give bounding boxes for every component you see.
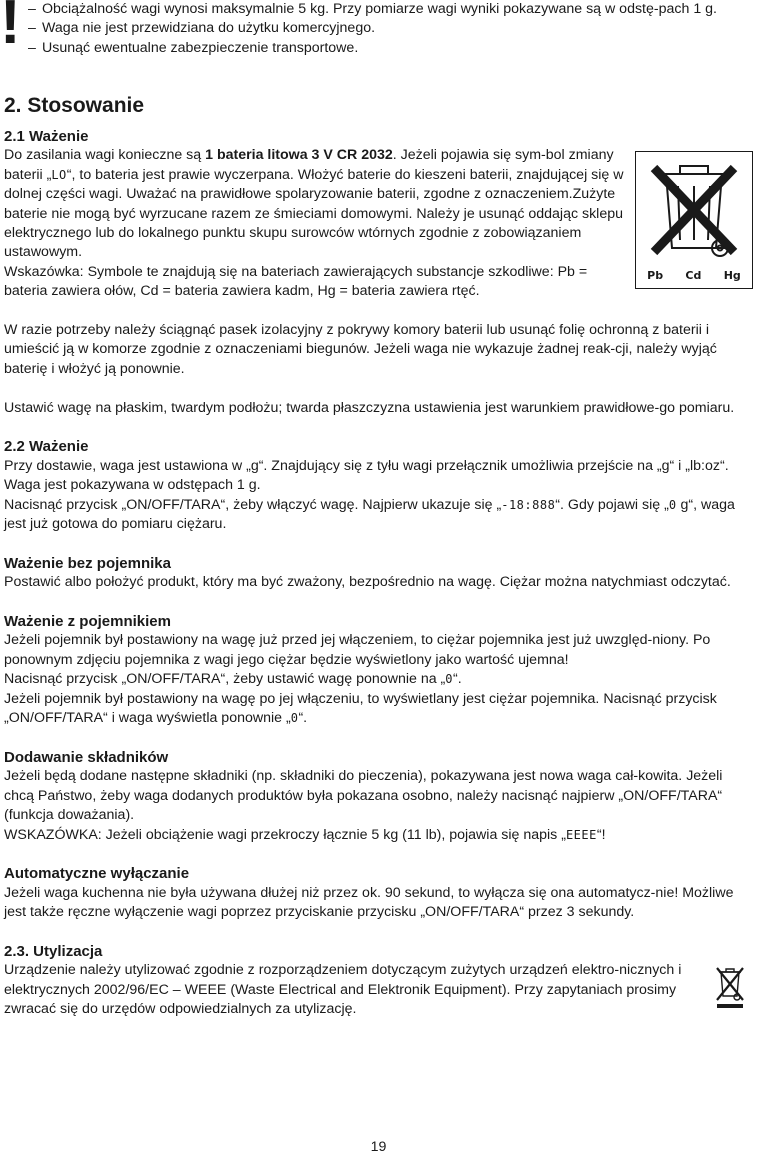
weee-bin-icon [713, 964, 747, 1010]
lcd-zero-symbol: 0 [290, 711, 299, 726]
paragraph: Jeżeli pojemnik był postawiony na wagę już przed jej włączeniem, to ciężar pojemnika jest już uwzględ-niony. Po ponownym zdjęciu pojemnika z wagi jego ciężar będzie wyświetlony jako wartość ujemna! [4, 632, 711, 668]
paragraph: Jeżeli pojemnik był postawiony na wagę po jej włączeniu, to wyświetlany jest ciężar pojemnika. Nacisnąć przycisk „ON/OFF/TARA“ i waga wyświetla ponownie „0“. [4, 690, 717, 727]
paragraph: Przy dostawie, waga jest ustawiona w „g“. Znajdujący się z tyłu wagi przełącznik umożliwia przejście na „g“ i „lb:oz“. Waga jest pokazywana w odstępach 1 g. [4, 457, 729, 494]
heading-dodawanie: Dodawanie składników [4, 748, 169, 766]
warning-list [28, 0, 748, 58]
lcd-zero-symbol: 0 [445, 672, 454, 687]
section-title: 2. Stosowanie [4, 94, 145, 117]
paragraph: Jeżeli będą dodane następne składniki (np. składniki do pieczenia), pokazywana jest nowa waga cał-kowita. Jeżeli chcą Państwo, żeby waga dodanych produktów była pokazana osobno, należy nacisnąć najpierw „ON/OFF/TARA“ (funkcja doważania). [4, 768, 723, 824]
section-2-3 [4, 942, 749, 1020]
battery-paragraph: Do zasilania wagi konieczne są 1 bateria litowa 3 V CR 2032. Jeżeli pojawia się sym-bol zmiany baterii „LO“, to bateria jest prawie wyczerpana. Włożyć baterie do kieszeni baterii, znajdującej się w dolnej części wagi. Uważać na prawidłowe spolaryzowanie baterii, zgodne z oznaczeniem.Zużyte baterie nie mogą być wyrzucane razem ze śmieciami domowymi. Należy je usunąć oddając sklepu elektrycznego lub do lokalnego punktu skupu surowców wtórnych zgodnie z zobowiązaniem ustawowym. Wskazówka: Symbole te znajdują się na bateriach zawierających substancje szkodliwe: Pb = bateria zawiera ołów, Cd = bateria zawiera kadm, Hg = bateria zawiera rtęć. [4, 147, 624, 300]
section-2-1 [4, 127, 749, 302]
paragraph: WSKAZÓWKA: Jeżeli obciążenie wagi przekroczy łącznie 5 kg (11 lb), pojawia się napis „EEEE“! [4, 826, 606, 843]
heading-2-1: 2.1 Ważenie [4, 128, 89, 145]
warning-mark: ! [0, 0, 21, 57]
paragraph: Urządzenie należy utylizować zgodnie z rozporządzeniem dotyczącym zużytych urządzeń elektro-nicznych i elektrycznych 2002/96/EC – WEEE (Waste Electrical and Elektronik Equipment). Przy zapytaniach prosimy zwracać się do urzędów odpowiedzialnych za utylizację. [4, 962, 682, 1018]
list-item: – Waga nie jest przewidziana do użytku komercyjnego. [28, 20, 376, 37]
paragraph: Ustawić wagę na płaskim, twardym podłożu; twarda płaszczyzna ustawienia jest warunkiem prawidłowe-go pomiaru. [4, 399, 735, 416]
heading-auto-off: Automatyczne wyłączanie [4, 865, 190, 883]
paragraph: Postawić albo położyć produkt, który ma być zważony, bezpośrednio na wagę. Ciężar można natychmiast odczytać. [4, 574, 731, 591]
pb-label: Pb [647, 269, 664, 282]
page-number: 19 [370, 1139, 387, 1155]
heading-z-pojemnikiem: Ważenie z pojemnikiem [4, 613, 171, 631]
heading-2-2: 2.2 Ważenie [4, 438, 89, 456]
lcd-error-symbol: EEEE [565, 827, 597, 842]
heading-2-3: 2.3. Utylizacja [4, 942, 103, 960]
crossed-out-bin-icon [635, 151, 753, 289]
paragraph: Nacisnąć przycisk „ON/OFF/TARA“, żeby włączyć wagę. Najpierw ukazuje się „-18:888“. Gdy pojawi się „0 g“, waga jest już gotowa do pomiaru ciężaru. [4, 496, 735, 533]
hg-label: Hg [723, 269, 741, 282]
cd-label: Cd [685, 269, 702, 282]
list-item: – Obciążalność wagi wynosi maksymalnie 5 kg. Przy pomiarze wagi wyniki pokazywane są w odstę-pach 1 g. [28, 1, 717, 17]
main-content [4, 90, 749, 1020]
battery-symbol-labels [636, 270, 752, 282]
heading-bez-pojemnika: Ważenie bez pojemnika [4, 554, 171, 572]
lcd-zero-symbol: 0 [668, 497, 677, 512]
lcd-lo-symbol: LO [51, 167, 67, 182]
list-item: – Usunąć ewentualne zabezpieczenie transportowe. [28, 39, 359, 56]
bin-drawing [636, 152, 751, 264]
paragraph: Jeżeli waga kuchenna nie była używana dłużej niż przez ok. 90 sekund, to wyłącza się ona automatycz-nie! Możliwe jest także ręczne wyłączenie wagi poprzez przyciskanie przycisku „ON/OFF/TARA“ przez 3 sekundy. [4, 884, 734, 921]
lcd-startup-symbol: -18:888 [501, 497, 556, 512]
paragraph: Nacisnąć przycisk „ON/OFF/TARA“, żeby ustawić wagę ponownie na „0“. [4, 671, 462, 688]
paragraph: W razie potrzeby należy ściągnąć pasek izolacyjny z pokrywy komory baterii lub usunąć folię ochronną z baterii i umieścić ją w komorze zgodnie z oznaczeniami biegunów. Jeżeli waga nie wykazuje żadnej reak-cji, należy wyjąć baterię i włożyć ją ponownie. [4, 322, 717, 377]
